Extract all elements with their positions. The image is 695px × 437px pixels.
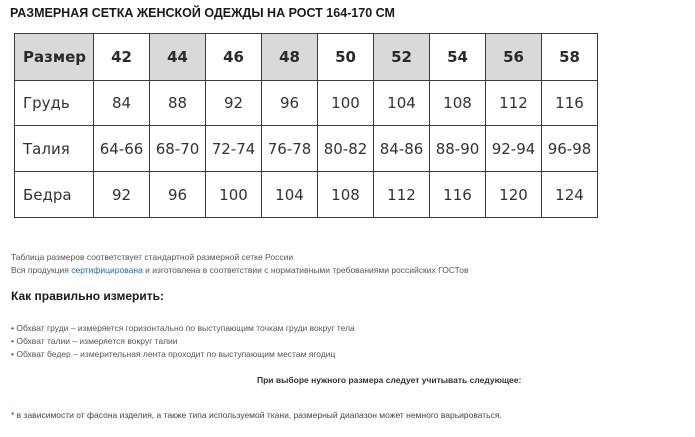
certification-prefix: Вся продукция (11, 265, 72, 275)
table-cell: 100 (318, 81, 374, 126)
page-title: РАЗМЕРНАЯ СЕТКА ЖЕНСКОЙ ОДЕЖДЫ НА РОСТ 164-170 СМ (10, 6, 395, 20)
table-cell: 84 (94, 81, 150, 126)
header-label-cell: Размер (15, 34, 94, 81)
footnote-text: в зависимости от фасона изделия, а также типа используемой ткани, размерный диапазон может немного варьироваться. (14, 410, 502, 420)
size-cell: 58 (542, 34, 598, 81)
table-cell: 100 (206, 172, 262, 218)
table-cell: 108 (318, 172, 374, 218)
table-cell: 96-98 (542, 126, 598, 172)
table-cell: 120 (486, 172, 542, 218)
table-cell: 88-90 (430, 126, 486, 172)
table-header-row (15, 34, 598, 81)
table-cell: 76-78 (262, 126, 318, 172)
certification-note (11, 265, 468, 275)
footnote (11, 410, 502, 420)
table-cell: 116 (430, 172, 486, 218)
list-item: • Обхват талии – измеряется вокруг талии (11, 336, 178, 346)
size-cell: 48 (262, 34, 318, 81)
table-cell: 112 (486, 81, 542, 126)
table-cell: 84-86 (374, 126, 430, 172)
asterisk-mark: * (11, 410, 15, 420)
table-cell: 96 (150, 172, 206, 218)
table-cell: 104 (262, 172, 318, 218)
size-cell: 44 (150, 34, 206, 81)
table-cell: 92-94 (486, 126, 542, 172)
table-cell: 80-82 (318, 126, 374, 172)
measure-heading: Как правильно измерить: (11, 289, 164, 303)
table-cell: 96 (262, 81, 318, 126)
measure-list (11, 322, 355, 361)
size-cell: 46 (206, 34, 262, 81)
size-choice-note: При выборе нужного размера следует учитывать следующее: (257, 375, 522, 385)
table-cell: 64-66 (94, 126, 150, 172)
table-row-chest (15, 81, 598, 126)
certified-link[interactable]: сертифицирована (71, 265, 143, 275)
size-cell: 50 (318, 34, 374, 81)
size-cell: 42 (94, 34, 150, 81)
table-cell: 116 (542, 81, 598, 126)
table-cell: 72-74 (206, 126, 262, 172)
size-cell: 54 (430, 34, 486, 81)
table-cell: 108 (430, 81, 486, 126)
row-label-waist: Талия (15, 126, 94, 172)
table-row-hips (15, 172, 598, 218)
list-item: • Обхват бедер – измерительная лента проходит по выступающим местам ягодиц (11, 349, 336, 359)
table-cell: 112 (374, 172, 430, 218)
table-row-waist (15, 126, 598, 172)
table-cell: 88 (150, 81, 206, 126)
certification-suffix: и изготовлена в соответствии с нормативными требованиями российских ГОСТов (142, 265, 469, 275)
size-cell: 52 (374, 34, 430, 81)
size-standard-note: Таблица размеров соответствует стандартной размерной сетке России (11, 252, 294, 262)
list-item: • Обхват груди – измеряется горизонтально по выступающим точкам груди вокруг тела (11, 323, 355, 333)
row-label-chest: Грудь (15, 81, 94, 126)
row-label-hips: Бедра (15, 172, 94, 218)
table-cell: 124 (542, 172, 598, 218)
table-cell: 104 (374, 81, 430, 126)
table-cell: 68-70 (150, 126, 206, 172)
table-cell: 92 (206, 81, 262, 126)
size-cell: 56 (486, 34, 542, 81)
size-chart-table (14, 33, 598, 218)
table-cell: 92 (94, 172, 150, 218)
